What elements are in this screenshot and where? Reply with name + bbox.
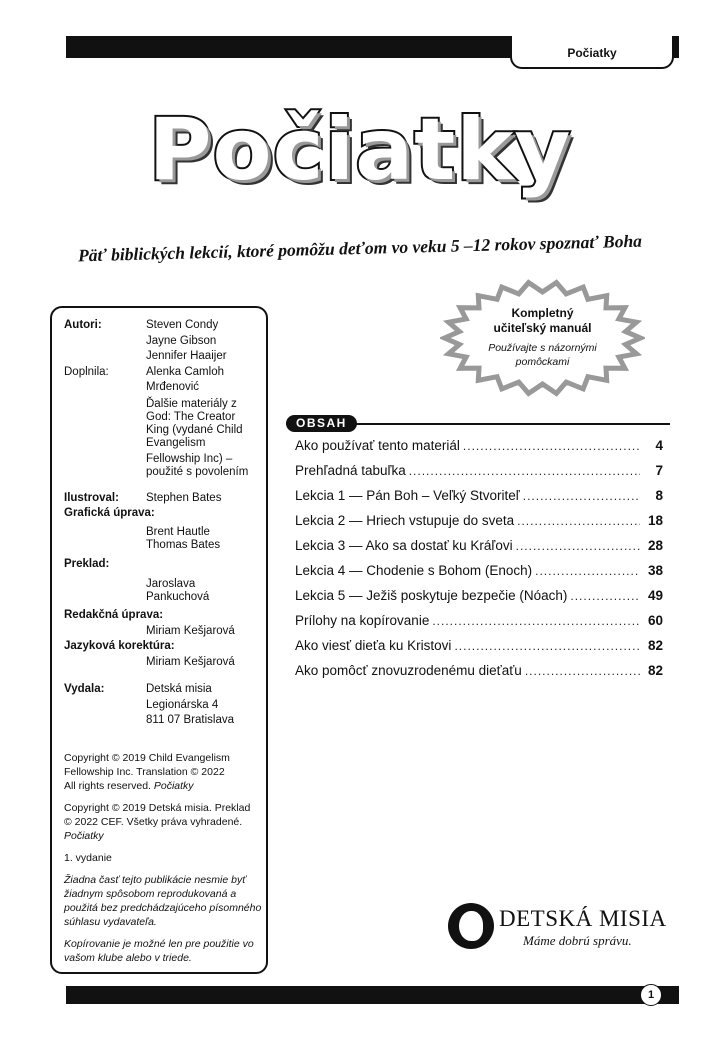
- toc-item: [295, 613, 663, 638]
- toc-leader-dots: [535, 564, 640, 578]
- badge-line1: Kompletný: [511, 306, 574, 320]
- footer-bar: [66, 986, 679, 1004]
- subtitle: Päť biblických lekcií, ktoré pomôžu deťom vo veku 5 –12 rokov spoznať Boha: [77, 230, 643, 266]
- header-tab-label: Počiatky: [510, 36, 674, 69]
- toc-item: [295, 663, 663, 688]
- page-number: 1: [640, 984, 662, 1006]
- proof-label: Jazyková korektúra:: [64, 640, 175, 652]
- toc-item-page: 82: [647, 663, 663, 678]
- toc-item-page: 4: [655, 438, 663, 453]
- toc-item: [295, 588, 663, 613]
- table-of-contents: [295, 438, 663, 688]
- toc-leader-dots: [516, 539, 640, 553]
- toc-leader-dots: [454, 639, 640, 653]
- toc-item-title: Lekcia 5 — Ježiš poskytuje bezpečie (Nóach): [295, 588, 568, 603]
- translation-label: Preklad:: [64, 557, 110, 570]
- toc-item-page: 38: [647, 563, 663, 578]
- toc-leader-dots: [463, 439, 640, 453]
- toc-leader-dots: [525, 664, 640, 678]
- toc-item-title: Ako používať tento materiál: [295, 438, 460, 453]
- logo-tagline: Máme dobrú správu.: [523, 933, 632, 948]
- toc-item-title: Ako pomôcť znovuzrodenému dieťaťu: [295, 663, 522, 678]
- editing-label: Redakčná úprava:: [64, 609, 164, 621]
- toc-item-title: Lekcia 3 — Ako sa dostať ku Kráľovi: [295, 538, 513, 553]
- toc-item-page: 18: [647, 513, 663, 528]
- toc-leader-dots: [523, 489, 640, 503]
- badge-line3: Používajte s názornými pomôckami: [488, 342, 597, 368]
- toc-item-page: 60: [647, 613, 663, 628]
- toc-item-title: Ako viesť dieťa ku Kristovi: [295, 638, 452, 653]
- toc-item: [295, 438, 663, 463]
- toc-item-page: 82: [647, 638, 663, 653]
- toc-item-title: Lekcia 2 — Hriech vstupuje do sveta: [295, 513, 515, 528]
- toc-leader-dots: [432, 614, 640, 628]
- logo-name: DETSKÁ MISIA: [499, 906, 667, 931]
- toc-item: [295, 513, 663, 538]
- supplemented-row: Doplnila: Alenka Camloh Mrđenović Ďalšie materiály z God: The Creator King (vydané Child Evangelism Fellowship Inc) – použité s povolením: [64, 365, 249, 478]
- editing-row: Miriam Kešjarová: [146, 624, 235, 637]
- copyright-translation: Copyright © 2019 Detská misia. Preklad © 2022 CEF. Všetky práva vyhradené. Počiatky: [64, 801, 251, 842]
- toc-item: [295, 538, 663, 563]
- edition: 1. vydanie: [64, 851, 112, 864]
- toc-heading: OBSAH: [286, 415, 357, 432]
- toc-item-title: Lekcia 1 — Pán Boh – Veľký Stvoriteľ: [295, 488, 520, 503]
- toc-item-page: 8: [655, 488, 663, 503]
- graphic-row: Brent Hautle Thomas Bates: [146, 525, 221, 551]
- toc-item: [295, 563, 663, 588]
- toc-item-title: Prehľadná tabuľka: [295, 463, 406, 478]
- illustrated-row: Ilustroval: Stephen Bates: [64, 491, 222, 504]
- toc-item-page: 28: [647, 538, 663, 553]
- publisher-row: Vydala: Detská misia Legionárska 4 811 07 Bratislava: [64, 683, 235, 726]
- credits: [64, 318, 264, 965]
- toc-item-page: 49: [647, 588, 663, 603]
- toc-item-title: Lekcia 4 — Chodenie s Bohom (Enoch): [295, 563, 533, 578]
- toc-leader-dots: [517, 514, 640, 528]
- badge-text: [470, 306, 615, 369]
- graphic-label: Grafická úprava:: [64, 507, 155, 519]
- proof-row: Miriam Kešjarová: [146, 655, 235, 668]
- toc-item: [295, 638, 663, 663]
- toc-item: [295, 488, 663, 513]
- badge-line2: učiteľský manuál: [493, 321, 592, 335]
- copy-notice: Kopírovanie je možné len pre použitie vo vašom klube alebo v triede.: [64, 937, 254, 964]
- child-silhouette-icon: [459, 911, 483, 941]
- toc-leader-dots: [570, 589, 640, 603]
- toc-item-title: Prílohy na kopírovanie: [295, 613, 430, 628]
- toc-item-page: 7: [655, 463, 663, 478]
- reproduction-notice: Žiadna časť tejto publikácie nesmie byť žiadnym spôsobom reprodukovaná a použitá bez predchádzajúceho písomného súhlasu vydavateľa.: [64, 873, 262, 928]
- authors-row: Autori: Steven Condy Jayne Gibson Jennifer Haaijer: [64, 319, 227, 362]
- toc-item: [295, 463, 663, 488]
- page-title: Počiatky: [148, 100, 572, 200]
- translation-row: Jaroslava Pankuchová: [146, 578, 210, 603]
- copyright-original: Copyright © 2019 Child Evangelism Fellowship Inc. Translation © 2022 All rights reserved. Počiatky: [64, 751, 230, 792]
- toc-leader-dots: [409, 464, 640, 478]
